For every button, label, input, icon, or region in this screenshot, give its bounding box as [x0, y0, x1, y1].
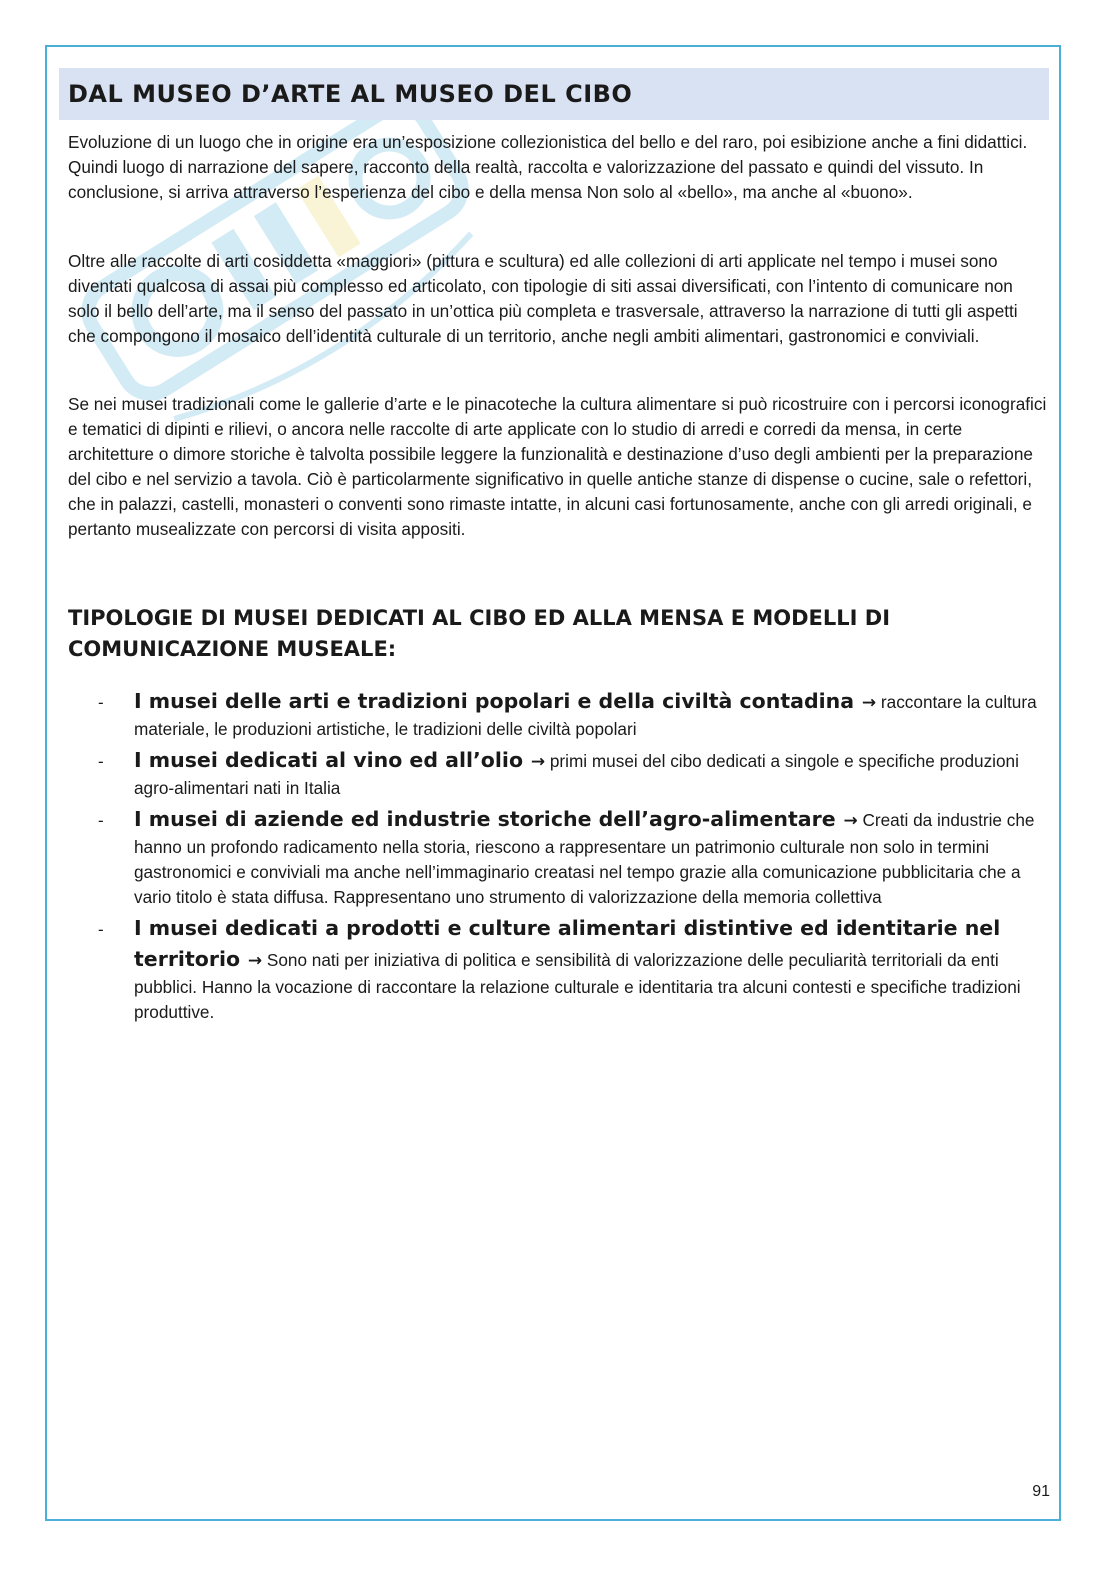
bullet-dash: - [98, 752, 104, 771]
paragraph-raccolte: Oltre alle raccolte di arti cosiddetta «maggiori» (pittura e scultura) ed alle collezioni di arti applicate nel tempo i musei sono diventati qualcosa di assai più complesso ed articolato, con tipologie di siti assai diversificati, con l’intento di comunicare non solo il bello dell’arte, ma il senso del passato in un’ottica più completa e trasversale, attraverso la narrazione di tutti gli aspetti che compongono il mosaico dell’identità culturale di un territorio, anche negli ambiti alimentari, gastronomici e conviviali. [68, 251, 1018, 346]
list-item [98, 804, 1048, 910]
list-item-text: raccontare la cultura materiale, le produzioni artistiche, le tradizioni delle civiltà popolari [134, 692, 1037, 739]
arrow-right-icon: → [247, 951, 263, 971]
list-item [98, 745, 1048, 801]
arrow-right-icon: → [530, 752, 546, 772]
list-item-title: I musei di aziende ed industrie storiche dell’agro-alimentare [134, 807, 836, 831]
list-item-text: Sono nati per iniziativa di politica e sensibilità di valorizzazione delle peculiarità territoriali da enti pubblici. Hanno la vocazione di raccontare la relazione culturale e identitaria tra alcuni contesti e specifiche tradizioni produttive. [134, 950, 1021, 1022]
bullet-dash: - [98, 693, 104, 712]
list-item-title: I musei dedicati al vino ed all’olio [134, 748, 524, 772]
bullet-dash: - [98, 920, 104, 939]
list-item-text: primi musei del cibo dedicati a singole e specifiche produzioni agro-alimentari nati in Italia [134, 751, 1019, 798]
section-title: TIPOLOGIE DI MUSEI DEDICATI AL CIBO ED ALLA MENSA E MODELLI DI COMUNICAZIONE MUSEALE: [68, 606, 891, 661]
page-number: 91 [1032, 1483, 1050, 1500]
list-item [98, 913, 1048, 1025]
arrow-right-icon: → [843, 811, 858, 831]
bullet-dash: - [98, 811, 104, 830]
title-band [59, 68, 1049, 120]
arrow-right-icon: → [861, 693, 877, 713]
list-item-title: I musei dedicati a prodotti e culture alimentari distintive ed identitarie nel territorio [134, 916, 1001, 971]
paragraph-evoluzione: Evoluzione di un luogo che in origine era un’esposizione collezionistica del bello e del raro, poi esibizione anche a fini didattici. Quindi luogo di narrazione del sapere, racconto della realtà, raccolta e valorizzazione del passato e quindi del vissuto. In conclusione, si arriva attraverso l’esperienza del cibo e della mensa Non solo al «bello», ma anche al «buono». [68, 132, 1028, 202]
list-item-title: I musei delle arti e tradizioni popolari e della civiltà contadina [134, 689, 855, 713]
list-item-text: Creati da industrie che hanno un profondo radicamento nella storia, riescono a rappresentare un patrimonio culturale non solo in termini gastronomici e conviviali ma anche nell’immaginario creatasi nel tempo grazie alla comunicazione pubblicitaria che a vario titolo è stata diffusa. Rappresentano uno strumento di valorizzazione della memoria collettiva [134, 810, 1035, 907]
museum-types-list [98, 686, 1048, 1028]
list-item [98, 686, 1048, 742]
paragraph-musei-tradizionali: Se nei musei tradizionali come le gallerie d’arte e le pinacoteche la cultura alimentare si può ricostruire con i percorsi iconografici e tematici di dipinti e rilievi, o ancora nelle raccolte di arte applicate con lo studio di arredi e corredi da mensa, in certe architetture o dimore storiche è talvolta possibile leggere la funzionalità e destinazione d’uso degli ambienti per la preparazione del cibo e nel servizio a tavola. Ciò è particolarmente significativo in quelle antiche stanze di dispense o cucine, sale o refettori, che in palazzi, castelli, monasteri o conventi sono rimaste intatte, in alcuni casi fortunosamente, anche con gli arredi originali, e pertanto musealizzate con percorsi di visita appositi. [68, 394, 1047, 539]
page-title: DAL MUSEO D’ARTE AL MUSEO DEL CIBO [68, 80, 633, 108]
